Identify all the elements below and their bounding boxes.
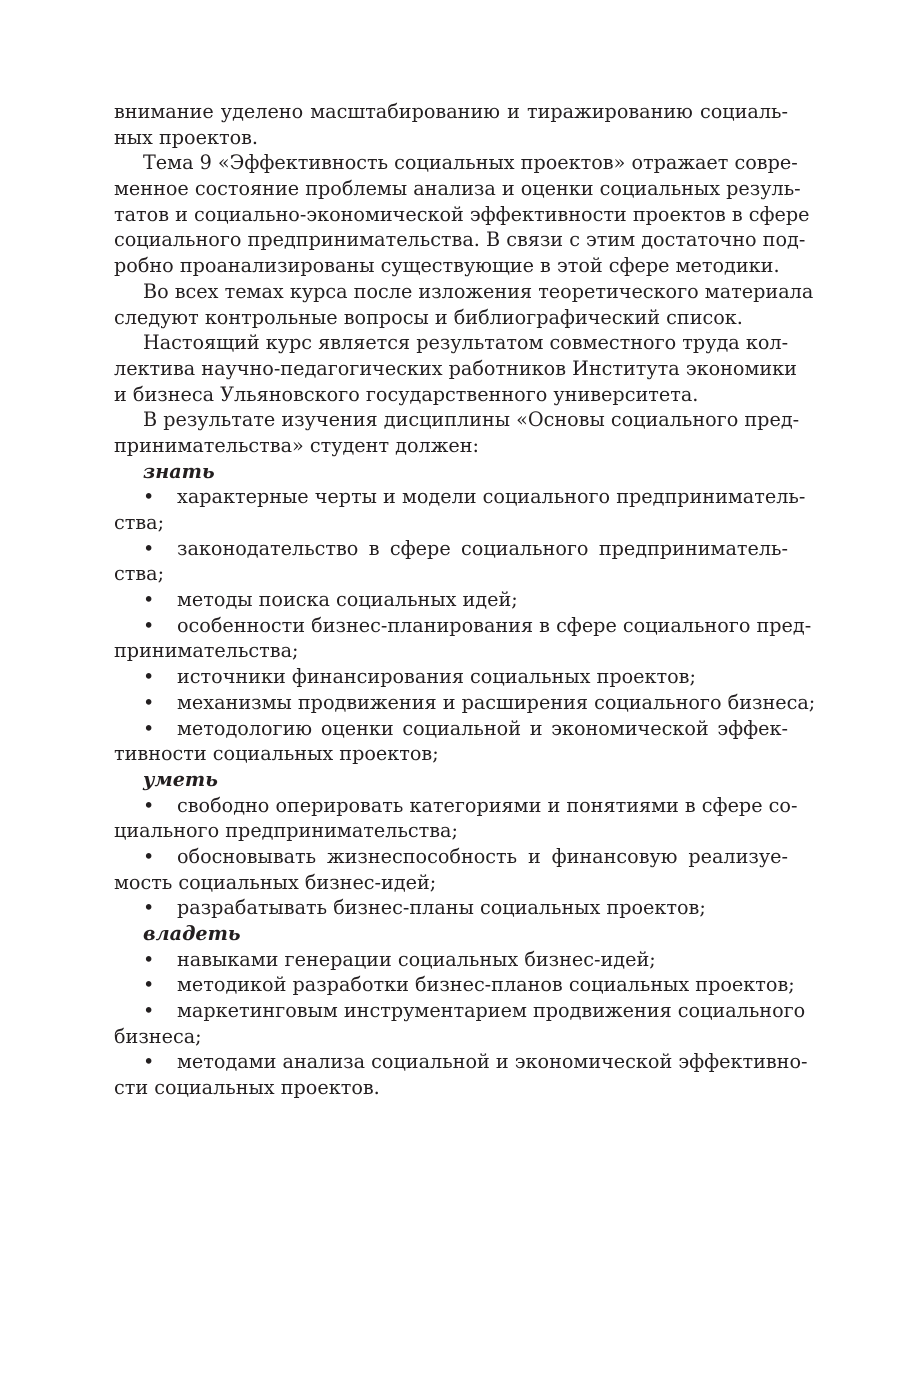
text-line: татов и социально-экономической эффективности проектов в сфере	[114, 202, 810, 226]
bullet-icon: •	[143, 844, 155, 868]
page-text	[114, 99, 816, 1101]
text-line: следуют контрольные вопросы и библиографический список.	[114, 305, 743, 329]
bullet-icon: •	[143, 613, 155, 637]
text-line: • разрабатывать бизнес-планы социальных проектов;	[143, 896, 706, 920]
text-line: принимательства;	[114, 639, 299, 663]
list-item	[114, 664, 788, 690]
text-line: • характерные черты и модели социального предприниматель-	[143, 485, 806, 509]
text-line: • законодательство в сфере социального предприниматель-	[143, 536, 788, 560]
list-item	[114, 716, 788, 767]
text-line: социального предпринимательства. В связи с этим достаточно под-	[114, 228, 806, 252]
text-line: • методологию оценки социальной и экономической эффек-	[143, 716, 788, 740]
section-heading-own: владеть	[143, 922, 241, 945]
text-line: и бизнеса Ульяновского государственного университета.	[114, 382, 699, 406]
list-item	[114, 1049, 808, 1100]
section-heading-know: знать	[143, 459, 215, 483]
text-line: • методикой разработки бизнес-планов социальных проектов;	[143, 973, 795, 997]
text-line: • источники финансирования социальных проектов;	[143, 665, 696, 689]
bullet-icon: •	[143, 793, 155, 817]
text-line: • методами анализа социальной и экономической эффективно-	[143, 1050, 808, 1074]
bullet-icon: •	[143, 973, 155, 997]
text-line: • механизмы продвижения и расширения социального бизнеса;	[143, 690, 816, 714]
text-line: лектива научно-педагогических работников Института экономики	[114, 356, 797, 380]
paragraph	[114, 279, 814, 330]
bullet-icon: •	[143, 690, 155, 714]
list-item	[114, 895, 788, 921]
text-line: Во всех темах курса после изложения теоретического материала	[143, 279, 814, 303]
text-line: • обосновывать жизнеспособность и финансовую реализуе-	[143, 844, 788, 868]
bullet-icon: •	[143, 536, 155, 560]
text-line: принимательства» студент должен:	[114, 433, 479, 457]
bullet-icon: •	[143, 716, 155, 740]
paragraph	[114, 407, 800, 458]
bullet-icon: •	[143, 588, 155, 612]
paragraph	[114, 330, 797, 407]
text-line: внимание уделено масштабированию и тиражированию социаль-	[114, 100, 788, 123]
list-item	[114, 998, 806, 1049]
list-item	[114, 844, 788, 895]
list-item	[114, 690, 816, 716]
text-line: ства;	[114, 511, 165, 534]
text-line: робно проанализированы существующие в этой сфере методики.	[114, 254, 780, 278]
text-line: циального предпринимательства;	[114, 819, 458, 843]
bullet-icon: •	[143, 999, 155, 1023]
list-item	[114, 536, 788, 587]
list-item	[114, 613, 812, 664]
list-item	[114, 947, 788, 973]
paragraph	[114, 150, 810, 278]
bullet-icon: •	[143, 947, 155, 971]
text-line: Тема 9 «Эффективность социальных проектов» отражает совре-	[143, 151, 798, 175]
text-line: В результате изучения дисциплины «Основы социального пред-	[143, 408, 800, 432]
text-line: • маркетинговым инструментарием продвижения социального	[143, 999, 806, 1023]
text-line: мость социальных бизнес-идей;	[114, 870, 437, 894]
list-item	[114, 587, 788, 613]
text-line: • особенности бизнес-планирования в сфере социального пред-	[143, 613, 812, 637]
text-line: тивности социальных проектов;	[114, 742, 439, 766]
text-line: ных проектов.	[114, 125, 259, 149]
bullet-icon: •	[143, 665, 155, 689]
text-line: менное состояние проблемы анализа и оценки социальных резуль-	[114, 177, 801, 201]
text-line: бизнеса;	[114, 1024, 202, 1048]
list-item	[114, 484, 806, 535]
bullet-icon: •	[143, 485, 155, 509]
list-item	[114, 793, 798, 844]
bullet-icon: •	[143, 1050, 155, 1074]
text-line: • методы поиска социальных идей;	[143, 588, 518, 612]
text-line: сти социальных проектов.	[114, 1076, 380, 1100]
text-line: • навыками генерации социальных бизнес-идей;	[143, 947, 656, 971]
bullet-icon: •	[143, 896, 155, 920]
list-item	[114, 972, 795, 998]
text-line: Настоящий курс является результатом совместного труда кол-	[143, 331, 789, 355]
section-heading-can: уметь	[143, 767, 218, 791]
text-line: • свободно оперировать категориями и понятиями в сфере со-	[143, 793, 798, 817]
text-line: ства;	[114, 562, 165, 586]
paragraph	[114, 99, 788, 150]
